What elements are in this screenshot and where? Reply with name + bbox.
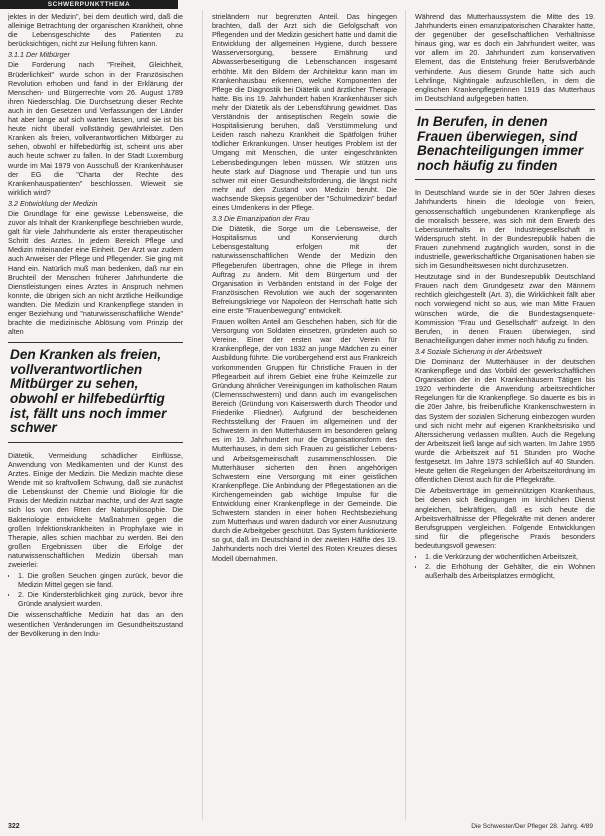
section-label: SCHWERPUNKTTHEMA [0, 0, 178, 9]
paragraph-right-1: Während das Mutterhaussystem die Mitte des 19. Jahrhunderts einen emanzipatorischen Charakter hatte, der gegenüber der gesellschaftlichen Verhältnisse hinaus ging, war es doch ein Jahrhundert weiter, was vor allem im 20. Jahrhundert zum konservativen Element, das die Entstehung freier Berufsverbände verhinderte. Aus diesem Grunde hatte sich auch Lehrlinge, Nightingale aufzuschließen, in dem die englischen Krankenpflegerinnen 1919 das Mutterhaus im Deutschland aufgegeben hatten. [415, 12, 595, 103]
list-item: • 1. die Verkürzung der wöchentlichen Arbeitszeit, [425, 552, 595, 561]
paragraph-right-2: In Deutschland wurde sie in der 50er Jahren dieses Jahrhunderts hinein die Ideologie von freien, genossenschaftlich ungebundenen Krankenpflege als die moralisch bessere, was sich mit dem Erwerb des Lebensunterhalts in der Industriegesellschaft in Widerspruch steht. In der Bundesrepublik haben die Frauen zunehmend zugänglich wurden, sonst in die industrielle, gewerkschaftliche Organisationen haben sie sich im Gesundheitswesen nicht durchzusetzen. [415, 188, 595, 271]
column-divider [405, 10, 406, 820]
paragraph-mid-1: strieländern nur begrenzten Anteil. Das hingegen brachten, daß der Arzt sich die Gefolgschaft von Pflegenden und der Medizin gesichert hatte und damit die Entwicklung der allgemeinen Hygiene, durch bessere Wasserversorgung, bessere Ernährung und Abwasserbeseitigung die Lebenschancen insgesamt erhöhte. Mit den Bildern der Architektur kann man im Krankenhausbau erkennen, welche Komponenten der Pflege die Diagnostik bei Diätetik und ärztlicher Therapie hatte. Bis ins 19. Jahrhundert haben Krankenhäuser sich mehr der Diätetik als der Lebensführung gewidmet. Das Verständnis der antiseptischen Regeln sowie die Hospitalisierung beruhen, daß Verstümmelung und Leiden rasch nahezu Krankheit die Spätfolgen früher tödlicher Erkrankungen. Unser heutiges Problem ist der Umgang mit Menschen, die unter eingeschränkten Lebensbedingungen leben müssen. Wir stützen uns heute stark auf Diagnose und Therapie und tun uns schwer mit einer Gesundheitsförderung, die längst nicht mehr auf den Zustand von Medizin beruht. Die wachsende Skepsis gegenüber der "Schulmedizin" bedarf eines Umdenkens in der Pflege. [212, 12, 397, 212]
heading-3-3: 3.3 Die Emanzipation der Frau [212, 214, 310, 224]
page-number: 322 [8, 823, 20, 830]
paragraph-3-1-1: Die Forderung nach "Freiheit, Gleichheit, Brüderlichkeit" wurde schon in der Französischen Revolution erhoben und fand in der Erklärung der Menschen- und Bürgerrechte vom 26. August 1789 ihren Niederschlag. Die Durchsetzung dieser Rechte auch in den Gesetzen und Verfassungen der Länder hat aber lange auf sich warten lassen, und sie ist bis heute nicht überall vollständig gewährleistet. Den Kranken als freien, vollverantwortlichen Mitbürger zu sehen, obwohl er hilfebedürftig ist, scheint uns aber auch heute schwer zu fallen. In der Stadt Luxemburg wurde im Mai 1979 von Ausschuß der Krankenhäuser der EG die "Charta der Rechte des Krankenhauspatienten" beschlossen. Wieweit sie wirklich wird? [8, 60, 183, 197]
journal-footer: Die Schwester/Der Pfleger 28. Jahrg. 4/89 [471, 823, 593, 830]
paragraph-3-4b: Die Arbeitsverträge im gemeinnützigen Krankenhaus, bei denen sich Bedingungen im kirchlichen Dienst angleichen, bekräftigen, daß es sich heute die Arbeitsverhältnisse der Pflegekräfte mit denen anderer Berufsgruppen vergleichen. Folgende Entwicklungen sind für die pflegerische Praxis besonders bedeutungsvoll gewesen: [415, 486, 595, 550]
column-left [8, 12, 183, 812]
paragraph-intro: jektes in der Medizin", bei dem deutlich wird, daß die alleinige Betrachtung der organischen Krankheit, ohne die Lebensgeschichte des Patienten zu berücksichtigen, nicht zur Heilung führen kann. [8, 12, 183, 49]
paragraph-3-3: Die Diätetik, die Sorge um die Lebensweise, der Hospitalismus und Konservierung durch Lebensgestaltung erfolgen mit der naturwissenschaftlichen Wende der Medizin den Pflegeberufen übertragen, ohne die Pflege in ihrem Auftrag zu ändern. Mit dem Bürgertum und der Organisation in Verbänden entstand in der Folge der Französischen Revolution wie auch der sogenannten Befreiungskriege vor Napoleon der Herrschaft hatte sich eine erste "Frauenbewegung" entwickelt. [212, 224, 397, 315]
paragraph-right-3: Heutzutage sind in der Bundesrepublik Deutschland Frauen nach dem Grundgesetz zwar den Männern rechtlich gleichgestellt (Art. 3), die Wirklichkeit fällt aber noch vorwiegend nicht so aus, wie man Mitte Frauen wünschen würde, die die Bundestagsenquete-Kommission "Frau und Gesellschaft" aufzeigt. In den Berufen, in denen Frauen überwiegen, sind Benachteiligungen daher immer noch häufig zu finden. [415, 272, 595, 345]
column-right [415, 12, 595, 812]
pull-quote-left: Den Kranken als freien, vollverantwortlichen Mitbürger zu sehen, obwohl er hilfebedürftig ist, fällt uns noch immer schwer [8, 342, 183, 443]
paragraph-3-2: Die Grundlage für eine gewisse Lebensweise, die zuvor als Inhalt der Krankenpflege beschrieben wurde, galt für viele Jahrhunderte als erster therapeutischer Schritt des Arztes. In jedem Bereich Pflege und Medizin miteinander eine Einheit. Der Arzt war zudem auch Anweiser der Pflege und Pflegender. Sie ging mit Hand ein. Natürlich muß man bedenken, daß nur ein Bruchteil der Menschen früherer Jahrhunderte die Dienstleistungen eines Arztes in Anspruch nehmen konnte, die übrigen sich an nicht ärztliche Heilkundige wandten. Die Medizin und Krankenpflege standen in enger Beziehung und "naturwissenschaftliche Wende" brachte die medizinische Ablösung vom Prinzip der alten [8, 208, 183, 337]
heading-3-1-1: 3.1.1 Der Mitbürger [8, 50, 70, 60]
pull-quote-right: In Berufen, in denen Frauen überwiegen, sind Benachteiligungen immer noch häufig zu finden [415, 109, 595, 180]
list-item: • 2. Die Kindersterblichkeit ging zurück, bevor ihre Gründe analysiert wurden. [18, 590, 183, 608]
list-item: • 1. Die großen Seuchen gingen zurück, bevor die Medizin Mittel gegen sie fand. [18, 571, 183, 589]
paragraph-3-3b: Frauen wollten Anteil am Geschehen haben, sich für die Versorgung von Soldaten einsetzen, gründeten auch so Vereine. Einer der ersten war der Verein für Krankenpflege, der von 1832 an junge Mädchen zu einer Ausbildung führte. Die vorübergehend erst aus Frankreich vorkommenden Gruppen für Christliche Frauen in der Pflegearbeit auf ihrem Gebiet eine frühe Keimzelle zur Gründung ähnlicher Vereinigungen im katholischen Raum (Clemensschwestern) und dann auch im evangelischen Bereich (Gründung von Kaiserswerth durch Theodor und Friederike Fliedner). Aufgrund der bescheidenen Rechtsstellung der Frauen im allgemeinen und der Schwestern in den Mutterhäusern im besonderen gelang es im 19. Jahrhundert nur die Organisationsform des Mutterhauses, in dem sich Frauen zu geistlicher Lebens- und Arbeitsgemeinschaft zusammenschlossen. Die Mutterhäuser sicherten den ihnen angehörigen Schwestern eine Versorgung mit einer geistlichen Krankenpflege. Die Anbindung der Pflegestationen an die Kirchengemeinden gab wichtige Impulse für die Entwicklung einer Krankenpflege in der Gemeinde. Die Schwestern standen in einer hohen Rechtsbeziehung zum Mutterhaus und waren dadurch vor einer Ausnutzung durch die Arbeitgeber geschützt. Das System funktionierte so gut, daß im Deutschland in der zweiten Hälfte des 19. Jahrhunderts noch drei Viertel des Roten Kreuzes dieses Modell übernahmen. [212, 317, 397, 563]
list-item: • 2. die Erhöhung der Gehälter, die ein Wohnen außerhalb des Arbeitsplatzes ermöglicht, [425, 562, 595, 580]
column-divider [202, 10, 203, 820]
column-middle [212, 12, 397, 812]
paragraph-end: Die wissenschaftliche Medizin hat das an den wesentlichen Veränderungen im Gesundheitszustand der Bevölkerung in den Indu- [8, 610, 183, 638]
list-left [8, 571, 183, 608]
list-right [415, 552, 595, 580]
paragraph-after-quote: Diätetik, Vermeidung schädlicher Einflüsse, Anwendung von Medikamenten und der Kunst des Arztes. Einige der Medizin. Die Medizin machte diese Wende mit so kraftvollem Schwung, daß sie zunächst die Lebenskunst der Chemie und Biologie für die Praxis der Medizin nutzbar machte, und der Arzt sagte sich los von den Riten der Naturphilosophie. Die Bakteriologie entwickelte Maßnahmen gegen die großen Infektionskrankheiten in Prophylaxe wie in Therapie, alles schien machbar zu werden. Bei den großen Ergebnissen über die Erfolge der naturwissenschaftlichen Medizin übersah man zweierlei: [8, 450, 183, 569]
heading-3-2: 3.2 Entwicklung der Medizin [8, 198, 98, 208]
heading-3-4: 3.4 Soziale Sicherung in der Arbeitswelt [415, 346, 542, 356]
paragraph-3-4: Die Dominanz der Mutterhäuser in der deutschen Krankenpflege und das Vorbild der gewerkschaftlichen Organisation der in den Krankenhäusern Tätigen bis 1920 verhinderte die Anwendung arbeitsrechtlicher Regelungen für die Krankenpflege. So dauerte es bis in die 20er Jahre, bis freiberufliche Krankenschwestern in das System der sozialen Sicherung einbezogen wurden und sich nicht mehr auf eigenen Krankheitsrisiko und Alterssicherung verlassen mußten. Auch die Regelung der Arbeitszeit ließ lange auf sich warten. Im Jahre 1955 wurde die Arbeitszeit auf 51 Stunden pro Woche festgesetzt. Im Jahre 1973 schließlich auf 40 Stunden. Heute gelten die Regelungen der Arbeitszeitordnung im öffentlichen Dienst auch für die Pflegekräfte. [415, 357, 595, 485]
